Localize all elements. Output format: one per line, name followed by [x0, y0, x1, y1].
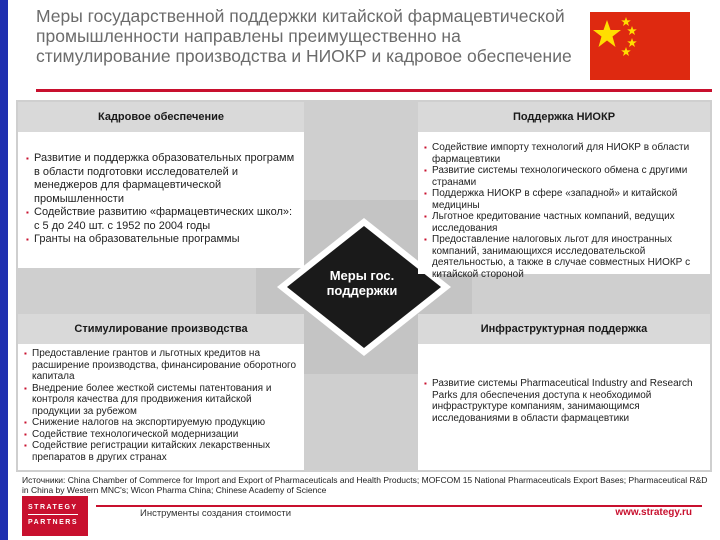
list-item: ▪ Гранты на образовательные программы: [26, 233, 298, 247]
list-item: ▪ Содействие регистрации китайских лекарственных препаратов в других странах: [24, 440, 300, 463]
list-item: ▪ Развитие системы технологического обмена с другими странами: [424, 165, 706, 188]
quadrant-infrastructure: [418, 314, 710, 470]
quadrant-production-heading: Стимулирование производства: [18, 314, 304, 344]
list-item: ▪ Внедрение более жесткой системы патентования и контроля качества для продвижения китайской продукции за рубежом: [24, 383, 300, 418]
quadrant-rnd-heading: Поддержка НИОКР: [418, 102, 710, 132]
quadrant-staffing-heading: Кадровое обеспечение: [18, 102, 304, 132]
quadrant-staffing: [18, 102, 304, 268]
flag-stars: [590, 12, 690, 80]
center-label: [300, 268, 424, 298]
quadrant-infrastructure-body: [424, 378, 704, 424]
quadrant-production: [18, 314, 304, 470]
list-item: ▪ Предоставление налоговых льгот для иностранных компаний, занимающихся исследовательской деятельностью, а также в случае совместных НИОКР с китайской стороной: [424, 234, 706, 280]
title-divider: [36, 89, 712, 92]
logo-line2: PARTNERS: [28, 519, 78, 526]
quadrant-rnd: [418, 102, 710, 280]
list-item: ▪ Содействие импорту технологий для НИОКР в области фармацевтики: [424, 142, 706, 165]
footer-tagline: Инструменты создания стоимости: [140, 508, 292, 519]
list-item: ▪ Предоставление грантов и льготных кредитов на расширение производства, финансирование оборотного капитала: [24, 348, 300, 383]
slide-title: Меры государственной поддержки китайской фармацевтической промышленности направлены преимущественно на стимулирование производства и НИОКР и кадровое обеспечение: [36, 6, 572, 66]
list-item: ▪ Поддержка НИОКР в сфере «западной» и китайской медицины: [424, 188, 706, 211]
list-item: ▪ Снижение налогов на экспортируемую продукцию: [24, 417, 300, 429]
list-item: ▪ Содействие технологической модернизации: [24, 429, 300, 441]
left-accent-bar: [0, 0, 8, 540]
sources-note: Источники: China Chamber of Commerce for Import and Export of Pharmaceuticals and Health Products; MOFCOM 15 National Pharmaceuticals Export Bases; Pharmaceutical R&D in China by Western MNC's; Wicon Pharma China; Chinese Academy of Science: [22, 475, 708, 495]
quadrant-rnd-body: [424, 142, 706, 280]
list-item: ▪ Льготное кредитование частных компаний, ведущих исследования: [424, 211, 706, 234]
quadrant-production-body: [24, 348, 300, 463]
center-label-line2: поддержки: [326, 283, 398, 298]
logo-line1: STRATEGY: [28, 504, 78, 511]
footer-url-link[interactable]: www.strategy.ru: [615, 507, 692, 518]
logo-separator: [28, 514, 78, 515]
quadrant-staffing-body: [26, 152, 298, 247]
china-flag-icon: [590, 12, 690, 80]
strategy-partners-logo: [22, 496, 88, 536]
list-item: ▪ Содействие развитию «фармацевтических школ»: с 5 до 240 шт. с 1952 по 2004 годы: [26, 206, 298, 233]
quadrant-infrastructure-heading: Инфраструктурная поддержка: [418, 314, 710, 344]
list-item: ▪ Развитие системы Pharmaceutical Industry and Research Parks для обеспечения доступа к необходимой инфраструктуре компаниям, занимающимся исследованиями в области фармацевтики: [424, 378, 704, 424]
center-label-line1: Меры гос.: [329, 268, 395, 283]
list-item: ▪ Развитие и поддержка образовательных программ в области подготовки исследователей и менеджеров для фармацевтической промышленности: [26, 152, 298, 206]
